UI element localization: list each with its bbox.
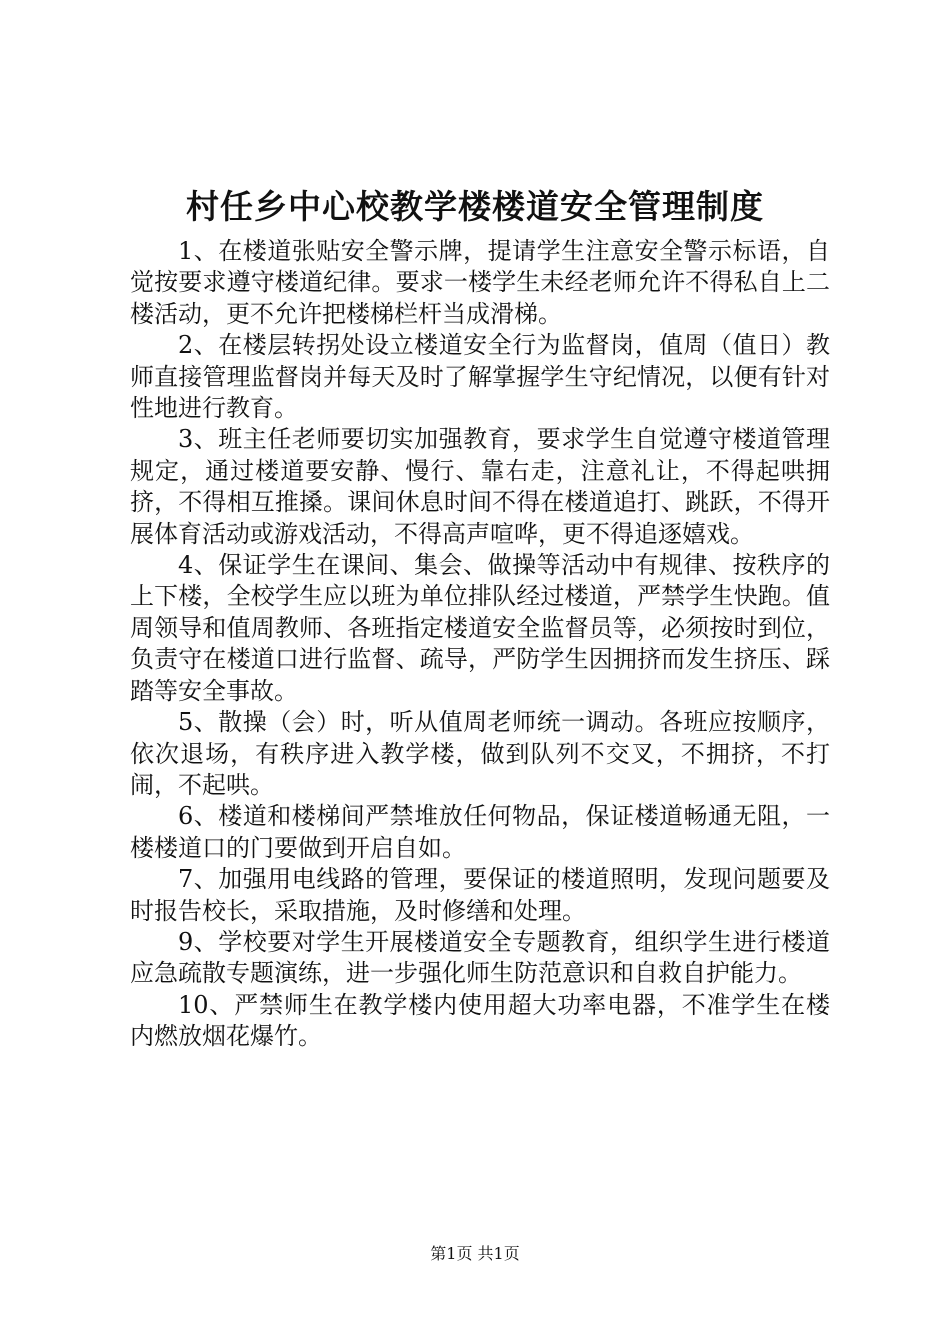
document-body [130,236,830,1053]
paragraph-6: 6、楼道和楼梯间严禁堆放任何物品，保证楼道畅通无阻，一楼楼道口的门要做到开启自如。 [130,802,830,862]
paragraph-9: 9、学校要对学生开展楼道安全专题教育，组织学生进行楼道应急疏散专题演练，进一步强化师生防范意识和自救自护能力。 [130,927,830,988]
paragraph-10: 10、严禁师生在教学楼内使用超大功率电器，不准学生在楼内燃放烟花爆竹。 [130,990,830,1051]
document-title: 村任乡中心校教学楼楼道安全管理制度 [186,187,764,226]
paragraph-2: 2、在楼层转拐处设立楼道安全行为监督岗，值周（值日）教师直接管理监督岗并每天及时了解掌握学生守纪情况，以便有针对性地进行教育。 [130,331,830,423]
paragraph-5: 5、散操（会）时，听从值周老师统一调动。各班应按顺序，依次退场，有秩序进入教学楼，做到队列不交叉，不拥挤，不打闹，不起哄。 [130,708,830,799]
paragraph-3: 3、班主任老师要切实加强教育，要求学生自觉遵守楼道管理规定，通过楼道要安静、慢行、靠右走，注意礼让，不得起哄拥挤，不得相互推搡。课间休息时间不得在楼道追打、跳跃，不得开展体育活动或游戏活动，不得高声喧哗，更不得追逐嬉戏。 [130,425,830,548]
page-number-footer: 第1页 共1页 [430,1244,520,1263]
paragraph-7: 7、加强用电线路的管理，要保证的楼道照明，发现问题要及时报告校长，采取措施，及时修缮和处理。 [130,865,830,925]
paragraph-1: 1、在楼道张贴安全警示牌，提请学生注意安全警示标语，自觉按要求遵守楼道纪律。要求一楼学生未经老师允许不得私自上二楼活动，更不允许把楼梯栏杆当成滑梯。 [130,237,830,328]
paragraph-4: 4、保证学生在课间、集会、做操等活动中有规律、按秩序的上下楼，全校学生应以班为单位排队经过楼道，严禁学生快跑。值周领导和值周教师、各班指定楼道安全监督员等，必须按时到位，负责守在楼道口进行监督、疏导，严防学生因拥挤而发生挤压、踩踏等安全事故。 [130,551,830,705]
